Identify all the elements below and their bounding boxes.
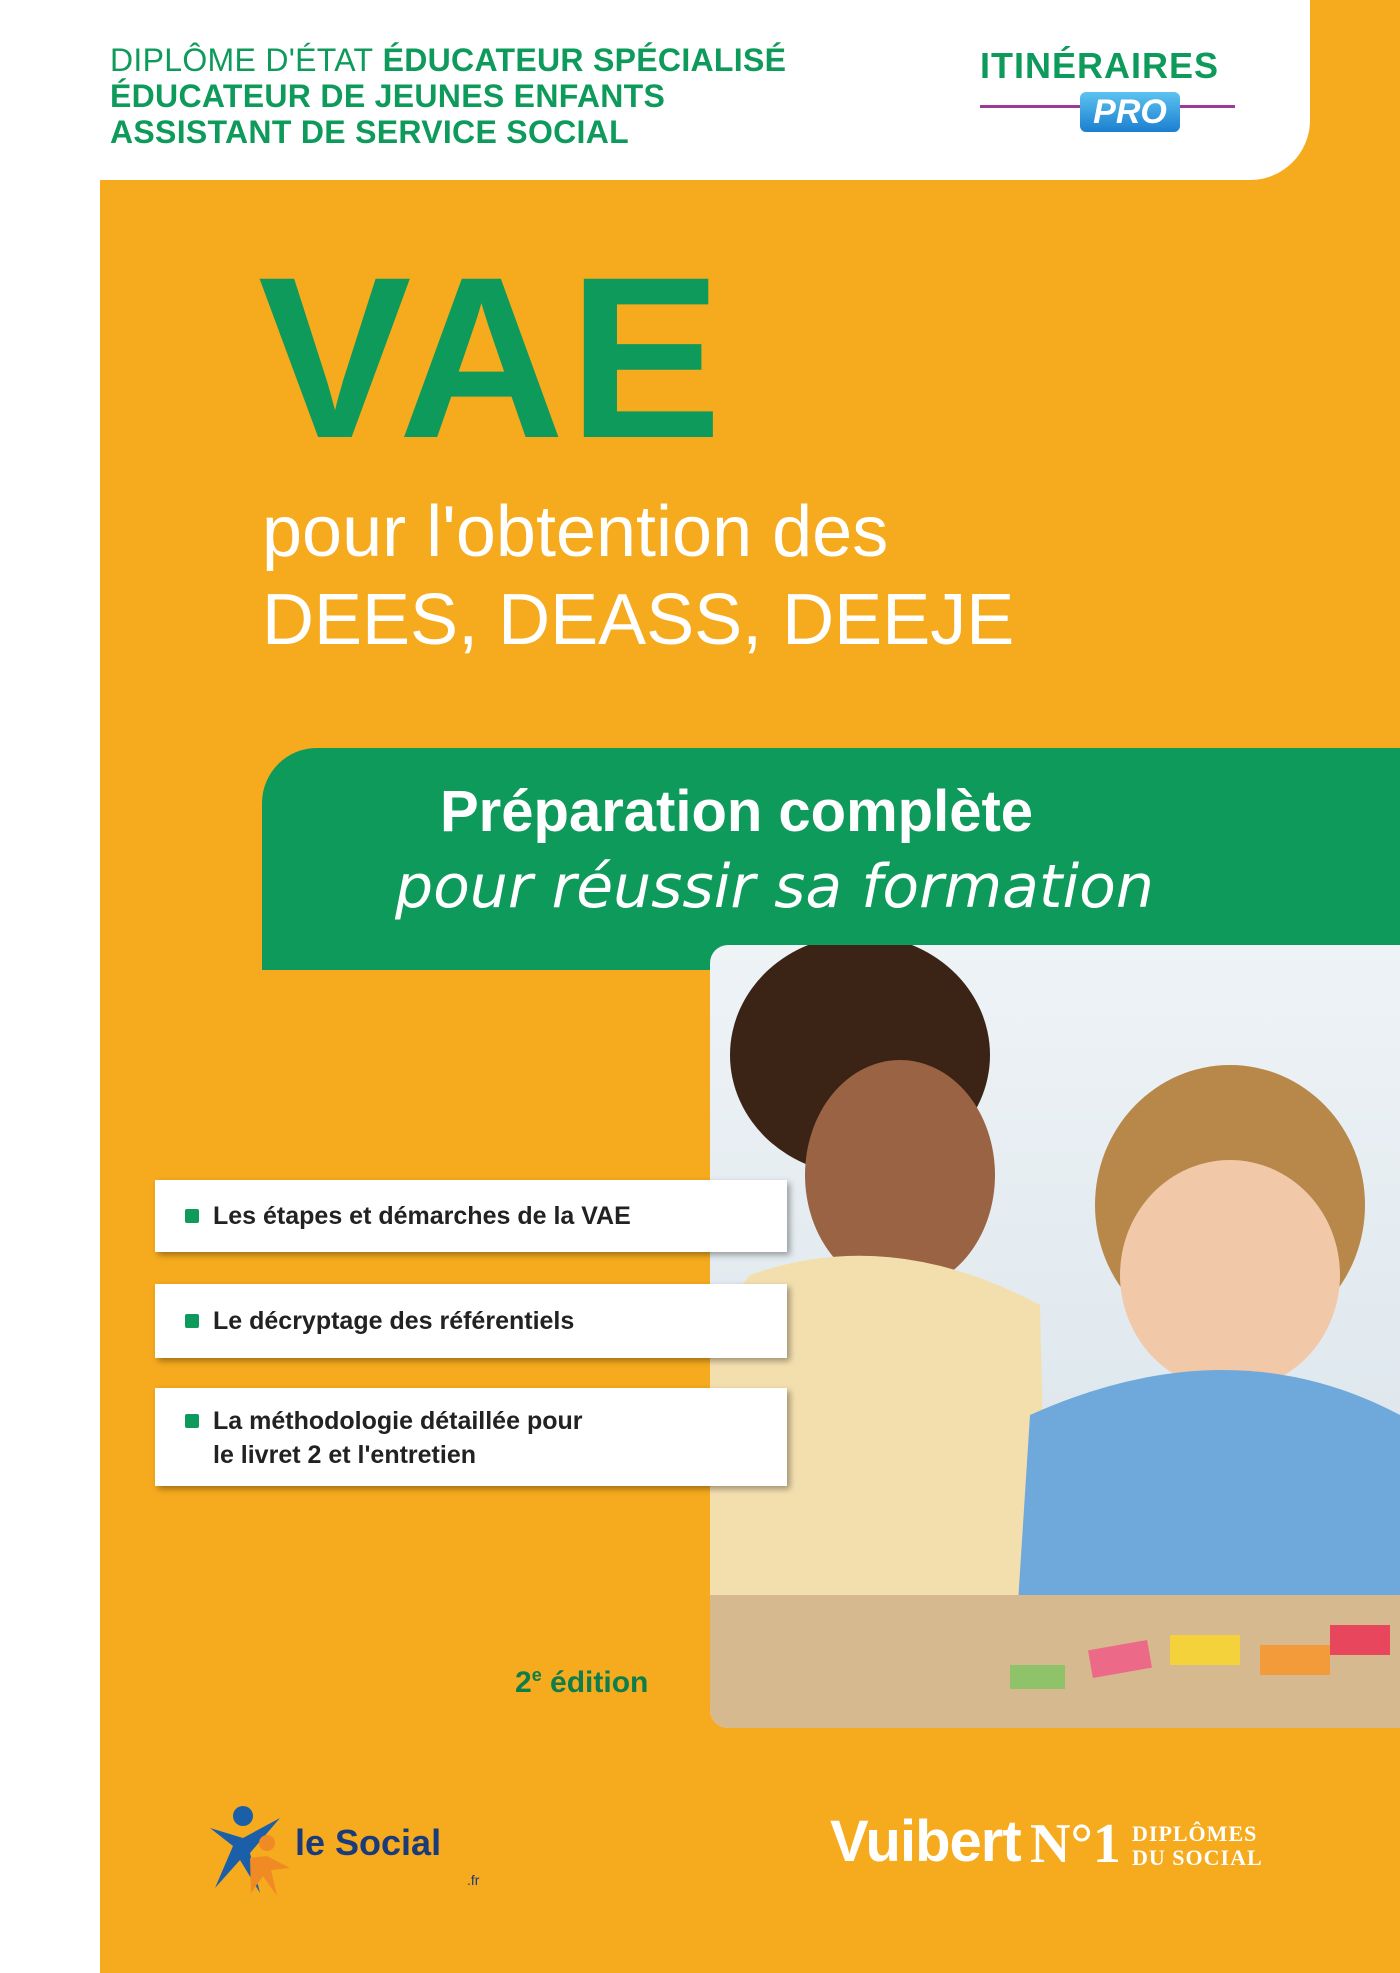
edition-label	[515, 1665, 648, 1700]
banner-headline: Préparation complète	[440, 779, 1034, 844]
diploma-ass: ASSISTANT DE SERVICE SOCIAL	[110, 114, 629, 150]
bullet-text	[213, 1404, 582, 1472]
bullet-square-icon	[185, 1209, 199, 1223]
diploma-list	[110, 42, 786, 150]
rank-caption	[1132, 1822, 1263, 1870]
itineraires-pro-logo	[980, 45, 1240, 145]
le-social-logo	[205, 1798, 485, 1898]
bullet-square-icon	[185, 1314, 199, 1328]
rank-caption-line2: DU SOCIAL	[1132, 1845, 1263, 1870]
subtitle-line1: pour l'obtention des	[262, 492, 889, 572]
brand-name: ITINÉRAIRES	[980, 45, 1220, 86]
bullet-square-icon	[185, 1414, 199, 1428]
people-icon	[205, 1798, 295, 1898]
partner-name: le Social	[295, 1822, 442, 1863]
bullet-text-line2: le livret 2 et l'entretien	[213, 1441, 476, 1469]
rank-caption-line1: DIPLÔMES	[1132, 1821, 1258, 1846]
banner-tagline: pour réussir sa formation	[395, 852, 1154, 922]
bullet-item-1	[155, 1180, 787, 1252]
subtitle-line2: DEES, DEASS, DEEJE	[262, 580, 1015, 660]
bullet-item-3	[155, 1388, 787, 1486]
edition-text: édition	[550, 1666, 649, 1699]
edition-number: 2	[515, 1666, 532, 1699]
cover-photo	[710, 945, 1400, 1728]
bullet-text: Les étapes et démarches de la VAE	[213, 1202, 631, 1230]
main-title: VAE	[258, 229, 726, 486]
publisher-logo: Vuibert	[830, 1809, 1021, 1874]
edition-suffix: e	[531, 1665, 542, 1685]
bullet-item-2	[155, 1284, 787, 1358]
diploma-es: ÉDUCATEUR SPÉCIALISÉ	[382, 42, 787, 78]
diploma-prefix: DIPLÔME D'ÉTAT	[110, 42, 374, 78]
bullet-text: Le décryptage des référentiels	[213, 1307, 575, 1335]
brand-badge: PRO	[1080, 92, 1180, 132]
photo-illustration	[710, 945, 1400, 1728]
partner-tld: .fr	[467, 1872, 480, 1888]
diploma-eje: ÉDUCATEUR DE JEUNES ENFANTS	[110, 78, 666, 114]
bullet-text-line1: La méthodologie détaillée pour	[213, 1407, 583, 1435]
rank-badge: N°1	[1030, 1813, 1121, 1875]
subtitle	[262, 488, 1014, 664]
